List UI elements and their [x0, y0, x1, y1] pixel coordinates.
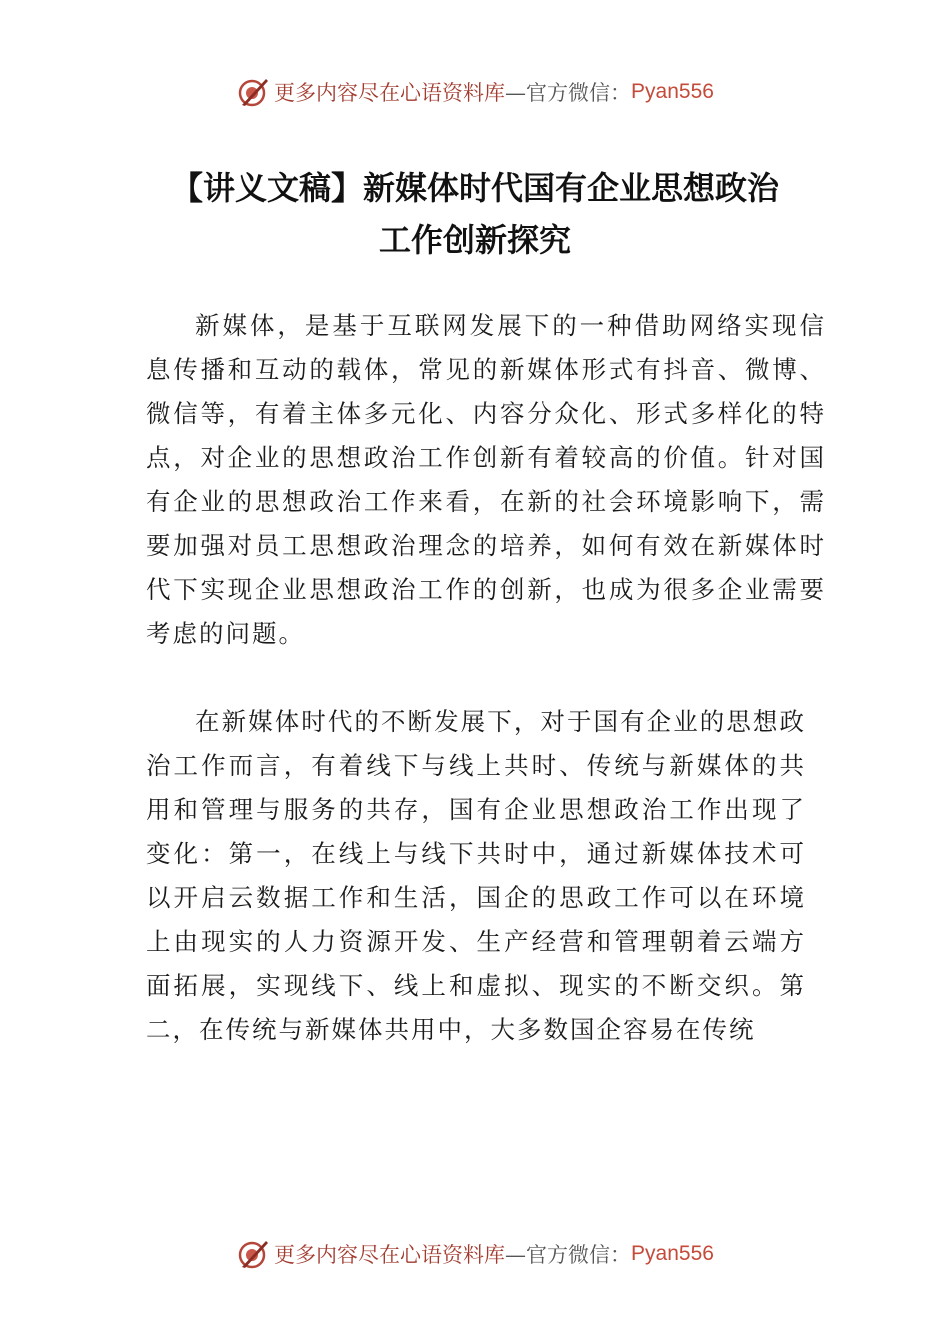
document-title [120, 162, 830, 266]
banner-wechat-id: Pyan556 [631, 80, 714, 103]
banner-text: 更多内容尽在心语资料库 [274, 1243, 506, 1267]
pen-logo-icon [236, 1237, 270, 1271]
body-paragraph-1: 新媒体，是基于互联网发展下的一种借助网络实现信息传播和互动的载体，常见的新媒体形式有抖音、微博、微信等，有着主体多元化、内容分众化、形式多样化的特点，对企业的思想政治工作创新有着较高的价值。针对国有企业的思想政治工作来看，在新的社会环境影响下，需要加强对员工思想政治理念的培养，如何有效在新媒体时代下实现企业思想政治工作的创新，也成为很多企业需要考虑的问题。 [146, 311, 826, 648]
header-banner [0, 70, 950, 114]
title-line-2: 工作创新探究 [378, 221, 571, 259]
footer-banner [0, 1232, 950, 1276]
pen-logo-icon [236, 75, 270, 109]
body-paragraph-2: 在新媒体时代的不断发展下，对于国有企业的思想政治工作而言，有着线下与线上共时、传统与新媒体的共用和管理与服务的共存，国有企业思想政治工作出现了变化：第一，在线上与线下共时中，通过新媒体技术可以开启云数据工作和生活，国企的思政工作可以在环境上由现实的人力资源开发、生产经营和管理朝着云端方面拓展，实现线下、线上和虚拟、现实的不断交织。第二，在传统与新媒体共用中，大多数国企容易在传统 [146, 707, 806, 1044]
title-line-1: 【讲义文稿】新媒体时代国有企业思想政治 [170, 169, 779, 207]
banner-official-label: —官方微信： [505, 1243, 632, 1267]
banner-wechat-id: Pyan556 [631, 1242, 714, 1265]
banner-text: 更多内容尽在心语资料库 [274, 81, 506, 105]
banner-official-label: —官方微信： [505, 81, 632, 105]
